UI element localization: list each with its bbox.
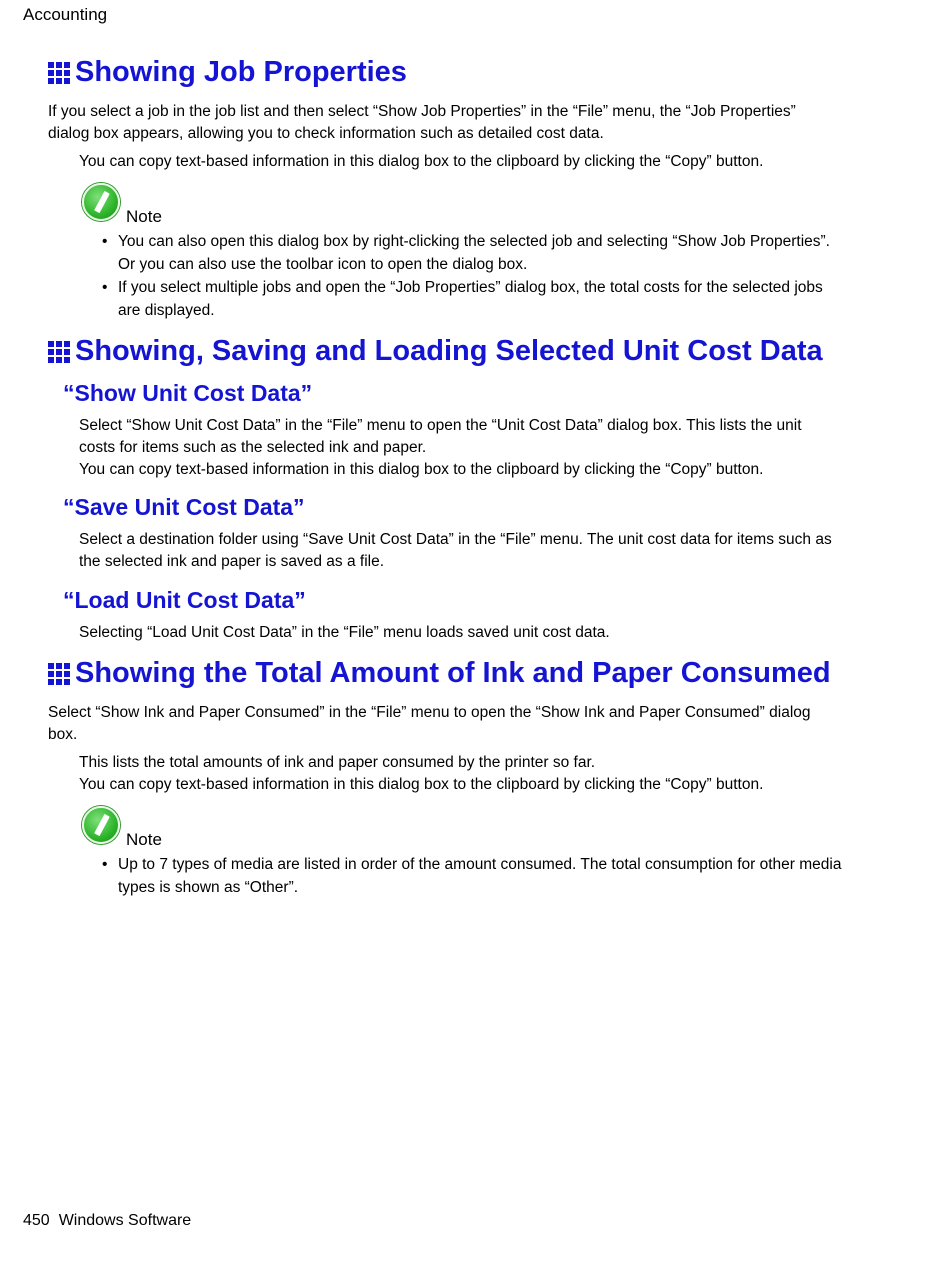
note-block bbox=[82, 806, 162, 849]
page-number: 450 bbox=[23, 1212, 50, 1229]
pencil-icon bbox=[82, 806, 120, 844]
heading-unit-cost bbox=[48, 335, 823, 368]
note-label: Note bbox=[126, 207, 162, 226]
grid-icon bbox=[48, 663, 70, 685]
heading-consumed bbox=[48, 657, 831, 690]
page-footer bbox=[23, 1212, 191, 1230]
pencil-icon bbox=[82, 183, 120, 221]
paragraph-consumed-copy: You can copy text-based information in this dialog box to the clipboard by clicking the “Copy” button. bbox=[79, 776, 764, 793]
note-list bbox=[102, 231, 842, 323]
paragraph-load-unit-cost: Selecting “Load Unit Cost Data” in the “File” menu loads saved unit cost data. bbox=[79, 624, 610, 641]
footer-section-name: Windows Software bbox=[58, 1212, 192, 1229]
heading-text: Showing Job Properties bbox=[75, 56, 407, 88]
paragraph-save-unit-cost: Select a destination folder using “Save Unit Cost Data” in the “File” menu. The unit cost data for items such as the selected ink and paper is saved as a file. bbox=[79, 531, 832, 570]
paragraph-show-unit-cost-copy: You can copy text-based information in this dialog box to the clipboard by clicking the “Copy” button. bbox=[79, 461, 764, 478]
note-label: Note bbox=[126, 830, 162, 849]
paragraph-show-unit-cost: Select “Show Unit Cost Data” in the “File” menu to open the “Unit Cost Data” dialog box. This lists the unit costs for items such as the selected ink and paper. bbox=[79, 417, 802, 456]
subheading-load-unit-cost: “Load Unit Cost Data” bbox=[63, 587, 306, 613]
note-block bbox=[82, 183, 162, 226]
note-list bbox=[102, 854, 842, 900]
grid-icon bbox=[48, 341, 70, 363]
list-item: • You can also open this dialog box by right-clicking the selected job and selecting “Show Job Properties”. Or you can also use the toolbar icon to open the dialog box. bbox=[102, 231, 842, 276]
paragraph-consumed-intro: Select “Show Ink and Paper Consumed” in the “File” menu to open the “Show Ink and Paper Consumed” dialog box. bbox=[48, 704, 811, 743]
grid-icon bbox=[48, 62, 70, 84]
heading-job-properties bbox=[48, 56, 407, 89]
paragraph-job-properties-intro: If you select a job in the job list and then select “Show Job Properties” in the “File” menu, the “Job Properties” dialog box appears, allowing you to check information such as detailed cost data. bbox=[48, 103, 796, 142]
paragraph-job-properties-copy: You can copy text-based information in this dialog box to the clipboard by clicking the “Copy” button. bbox=[79, 153, 764, 170]
subheading-show-unit-cost: “Show Unit Cost Data” bbox=[63, 380, 313, 406]
list-item: • Up to 7 types of media are listed in order of the amount consumed. The total consumption for other media types is shown as “Other”. bbox=[102, 854, 842, 899]
running-head: Accounting bbox=[23, 5, 108, 24]
list-item: • If you select multiple jobs and open the “Job Properties” dialog box, the total costs for the selected jobs are displayed. bbox=[102, 277, 842, 322]
subheading-save-unit-cost: “Save Unit Cost Data” bbox=[63, 494, 305, 520]
heading-text: Showing the Total Amount of Ink and Paper Consumed bbox=[75, 657, 831, 689]
paragraph-consumed-lists: This lists the total amounts of ink and paper consumed by the printer so far. bbox=[79, 754, 596, 771]
heading-text: Showing, Saving and Loading Selected Unit Cost Data bbox=[75, 335, 823, 367]
